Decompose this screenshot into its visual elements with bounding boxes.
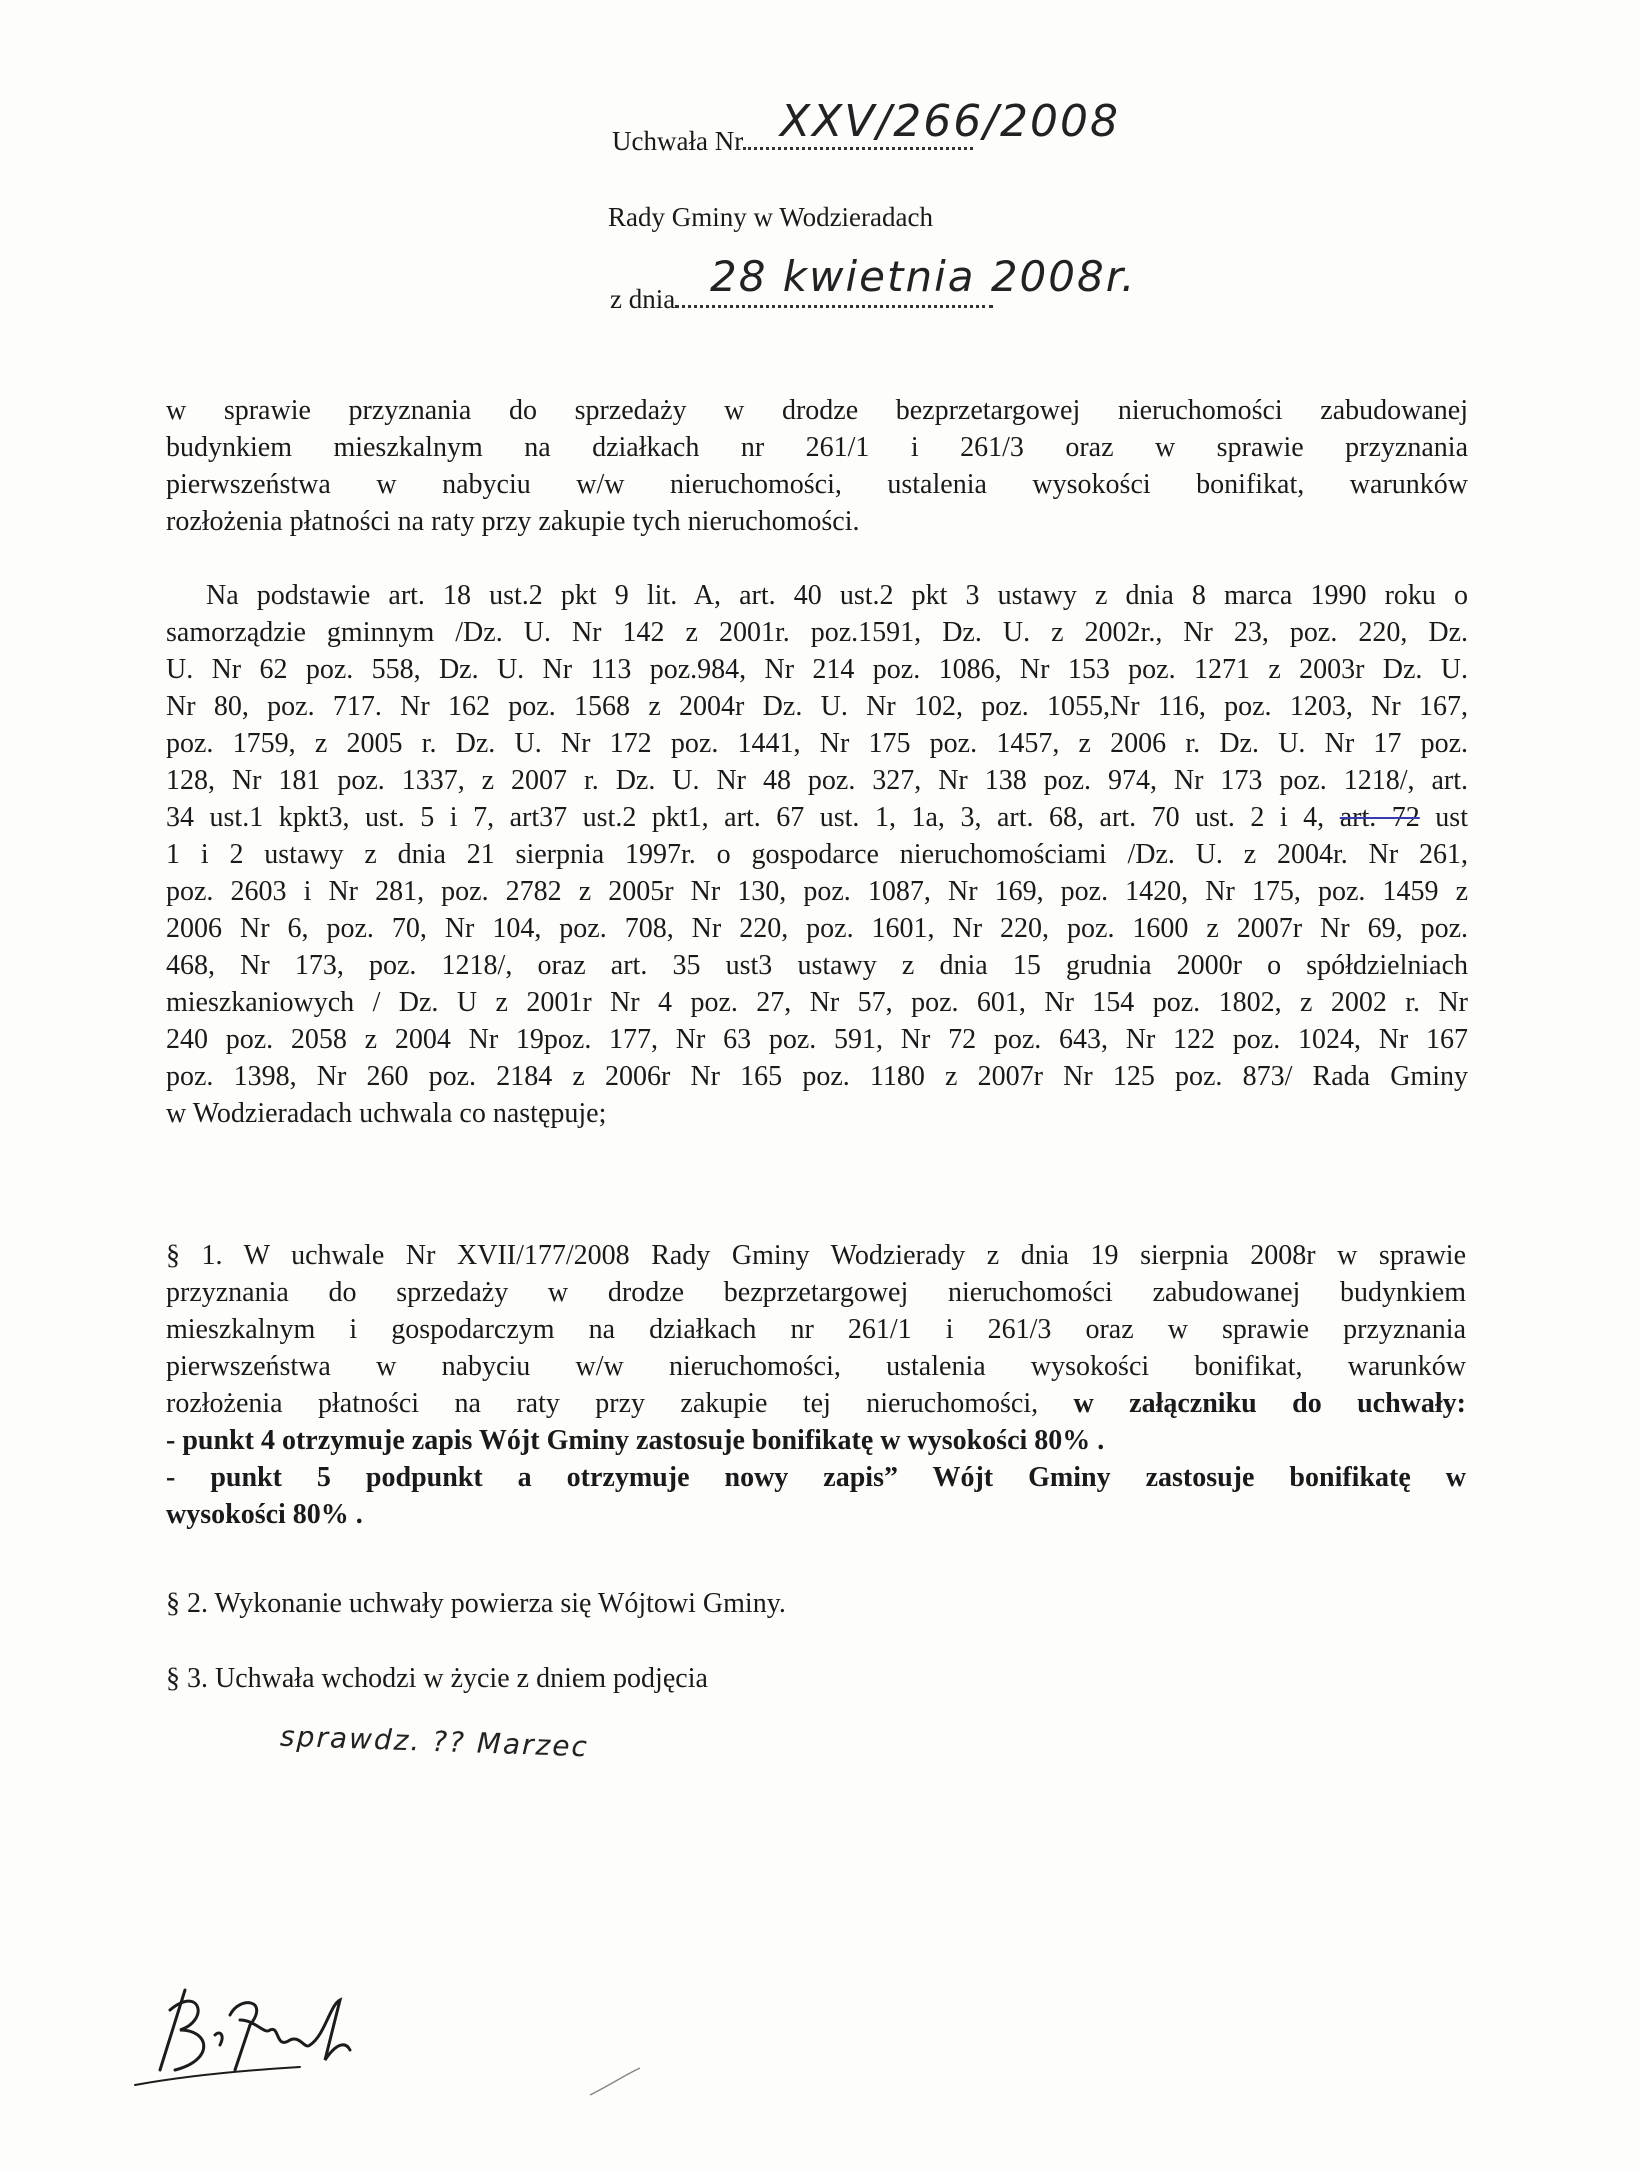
- section-1-line: pierwszeństwa w nabyciu w/w nieruchomości, ustalenia wysokości bonifikat, warunków: [166, 1351, 1466, 1382]
- legal-basis-line: w Wodzieradach uchwala co następuje;: [166, 1098, 607, 1129]
- legal-basis-line: mieszkaniowych / Dz. U z 2001r Nr 4 poz. 27, Nr 57, poz. 601, Nr 154 poz. 1802, z 2002 r. Nr: [166, 987, 1468, 1018]
- legal-basis-line: U. Nr 62 poz. 558, Dz. U. Nr 113 poz.984, Nr 214 poz. 1086, Nr 153 poz. 1271 z 2003r Dz. U.: [166, 654, 1468, 685]
- subject-line: rozłożenia płatności na raty przy zakupie tych nieruchomości.: [166, 506, 860, 537]
- struck-out-text: art. 72: [1339, 802, 1420, 833]
- legal-basis-line: poz. 1759, z 2005 r. Dz. U. Nr 172 poz. 1441, Nr 175 poz. 1457, z 2006 r. Dz. U. Nr 17 poz.: [166, 728, 1468, 759]
- legal-basis-line: 1 i 2 ustawy z dnia 21 sierpnia 1997r. o gospodarce nieruchomościami /Dz. U. z 2004r. Nr 261,: [166, 839, 1468, 870]
- handwritten-resolution-number: XXV/266/2008: [780, 96, 1120, 147]
- section-1-line: mieszkalnym i gospodarczym na działkach nr 261/1 i 261/3 oraz w sprawie przyznania: [166, 1314, 1466, 1345]
- section-1-line: przyznania do sprzedaży w drodze bezprzetargowej nieruchomości zabudowanej budynkiem: [166, 1277, 1466, 1308]
- section-1: [166, 1237, 1466, 1533]
- attachment-label: w załączniku do uchwały:: [1073, 1388, 1466, 1419]
- legal-basis-line: samorządzie gminnym /Dz. U. Nr 142 z 2001r. poz.1591, Dz. U. z 2002r., Nr 23, poz. 220, Dz.: [166, 617, 1468, 648]
- legal-basis-line: 468, Nr 173, poz. 1218/, oraz art. 35 ust3 ustawy z dnia 15 grudnia 2000r o spółdzielniach: [166, 950, 1468, 981]
- subject-paragraph: [166, 392, 1468, 540]
- subject-line: pierwszeństwa w nabyciu w/w nieruchomości, ustalenia wysokości bonifikat, warunków: [166, 469, 1468, 500]
- section-1-line-attachment: [166, 1385, 1466, 1422]
- strike-line-start: 34 ust.1 kpkt3, ust. 5 i 7, art37 ust.2 pkt1, art. 67 ust. 1, 1a, 3, art. 68, art. 70 ust. 2 i 4,: [166, 802, 1340, 833]
- legal-basis-line: poz. 1398, Nr 260 poz. 2184 z 2006r Nr 165 poz. 1180 z 2007r Nr 125 poz. 873/ Rada Gminy: [166, 1061, 1468, 1092]
- legal-basis-line: 2006 Nr 6, poz. 70, Nr 104, poz. 708, Nr 220, poz. 1601, Nr 220, poz. 1600 z 2007r Nr 69, poz.: [166, 913, 1468, 944]
- amendment-point-4: - punkt 4 otrzymuje zapis Wójt Gminy zastosuje bonifikatę w wysokości 80% .: [166, 1425, 1105, 1456]
- amendment-point-5: - punkt 5 podpunkt a otrzymuje nowy zapis” Wójt Gminy zastosuje bonifikatę w: [166, 1462, 1466, 1493]
- date-prefix: z dnia: [610, 284, 676, 314]
- legal-basis-line-with-strike: [166, 799, 1468, 836]
- legal-basis-line: Na podstawie art. 18 ust.2 pkt 9 lit. A, art. 40 ust.2 pkt 3 ustawy z dnia 8 marca 1990 roku o: [206, 580, 1468, 611]
- strike-line-end: ust: [1419, 802, 1468, 833]
- legal-basis-line: poz. 2603 i Nr 281, poz. 2782 z 2005r Nr 130, poz. 1087, Nr 169, poz. 1420, Nr 175, poz. 1459 z: [166, 876, 1468, 907]
- scan-mark: [585, 2060, 645, 2100]
- subject-line: budynkiem mieszkalnym na działkach nr 261/1 i 261/3 oraz w sprawie przyznania: [166, 432, 1468, 463]
- amendment-point-5-cont: wysokości 80% .: [166, 1499, 363, 1530]
- section-2: § 2. Wykonanie uchwały powierza się Wójtowi Gminy.: [166, 1588, 786, 1619]
- signature-image: [130, 1975, 430, 2105]
- legal-basis-paragraph: [166, 577, 1468, 1132]
- section-3: § 3. Uchwała wchodzi w życie z dniem podjęcia: [166, 1663, 708, 1694]
- handwritten-date: 28 kwietnia 2008r.: [710, 252, 1137, 301]
- council-name: Rady Gminy w Wodzieradach: [608, 202, 933, 232]
- subject-line: w sprawie przyznania do sprzedaży w drodze bezprzetargowej nieruchomości zabudowanej: [166, 395, 1468, 426]
- legal-basis-line: 128, Nr 181 poz. 1337, z 2007 r. Dz. U. Nr 48 poz. 327, Nr 138 poz. 974, Nr 173 poz. 1218/, art.: [166, 765, 1468, 796]
- handwritten-note: sprawdz. ?? Marzec: [279, 1719, 590, 1764]
- title-prefix: Uchwała Nr: [612, 126, 744, 156]
- legal-basis-line: Nr 80, poz. 717. Nr 162 poz. 1568 z 2004r Dz. U. Nr 102, poz. 1055,Nr 116, poz. 1203, Nr 167,: [166, 691, 1468, 722]
- section-1-line: § 1. W uchwale Nr XVII/177/2008 Rady Gminy Wodzierady z dnia 19 sierpnia 2008r w sprawie: [166, 1240, 1466, 1271]
- section-1-last-normal: rozłożenia płatności na raty przy zakupie tej nieruchomości,: [166, 1388, 1074, 1419]
- legal-basis-line: 240 poz. 2058 z 2004 Nr 19poz. 177, Nr 63 poz. 591, Nr 72 poz. 643, Nr 122 poz. 1024, Nr 167: [166, 1024, 1468, 1055]
